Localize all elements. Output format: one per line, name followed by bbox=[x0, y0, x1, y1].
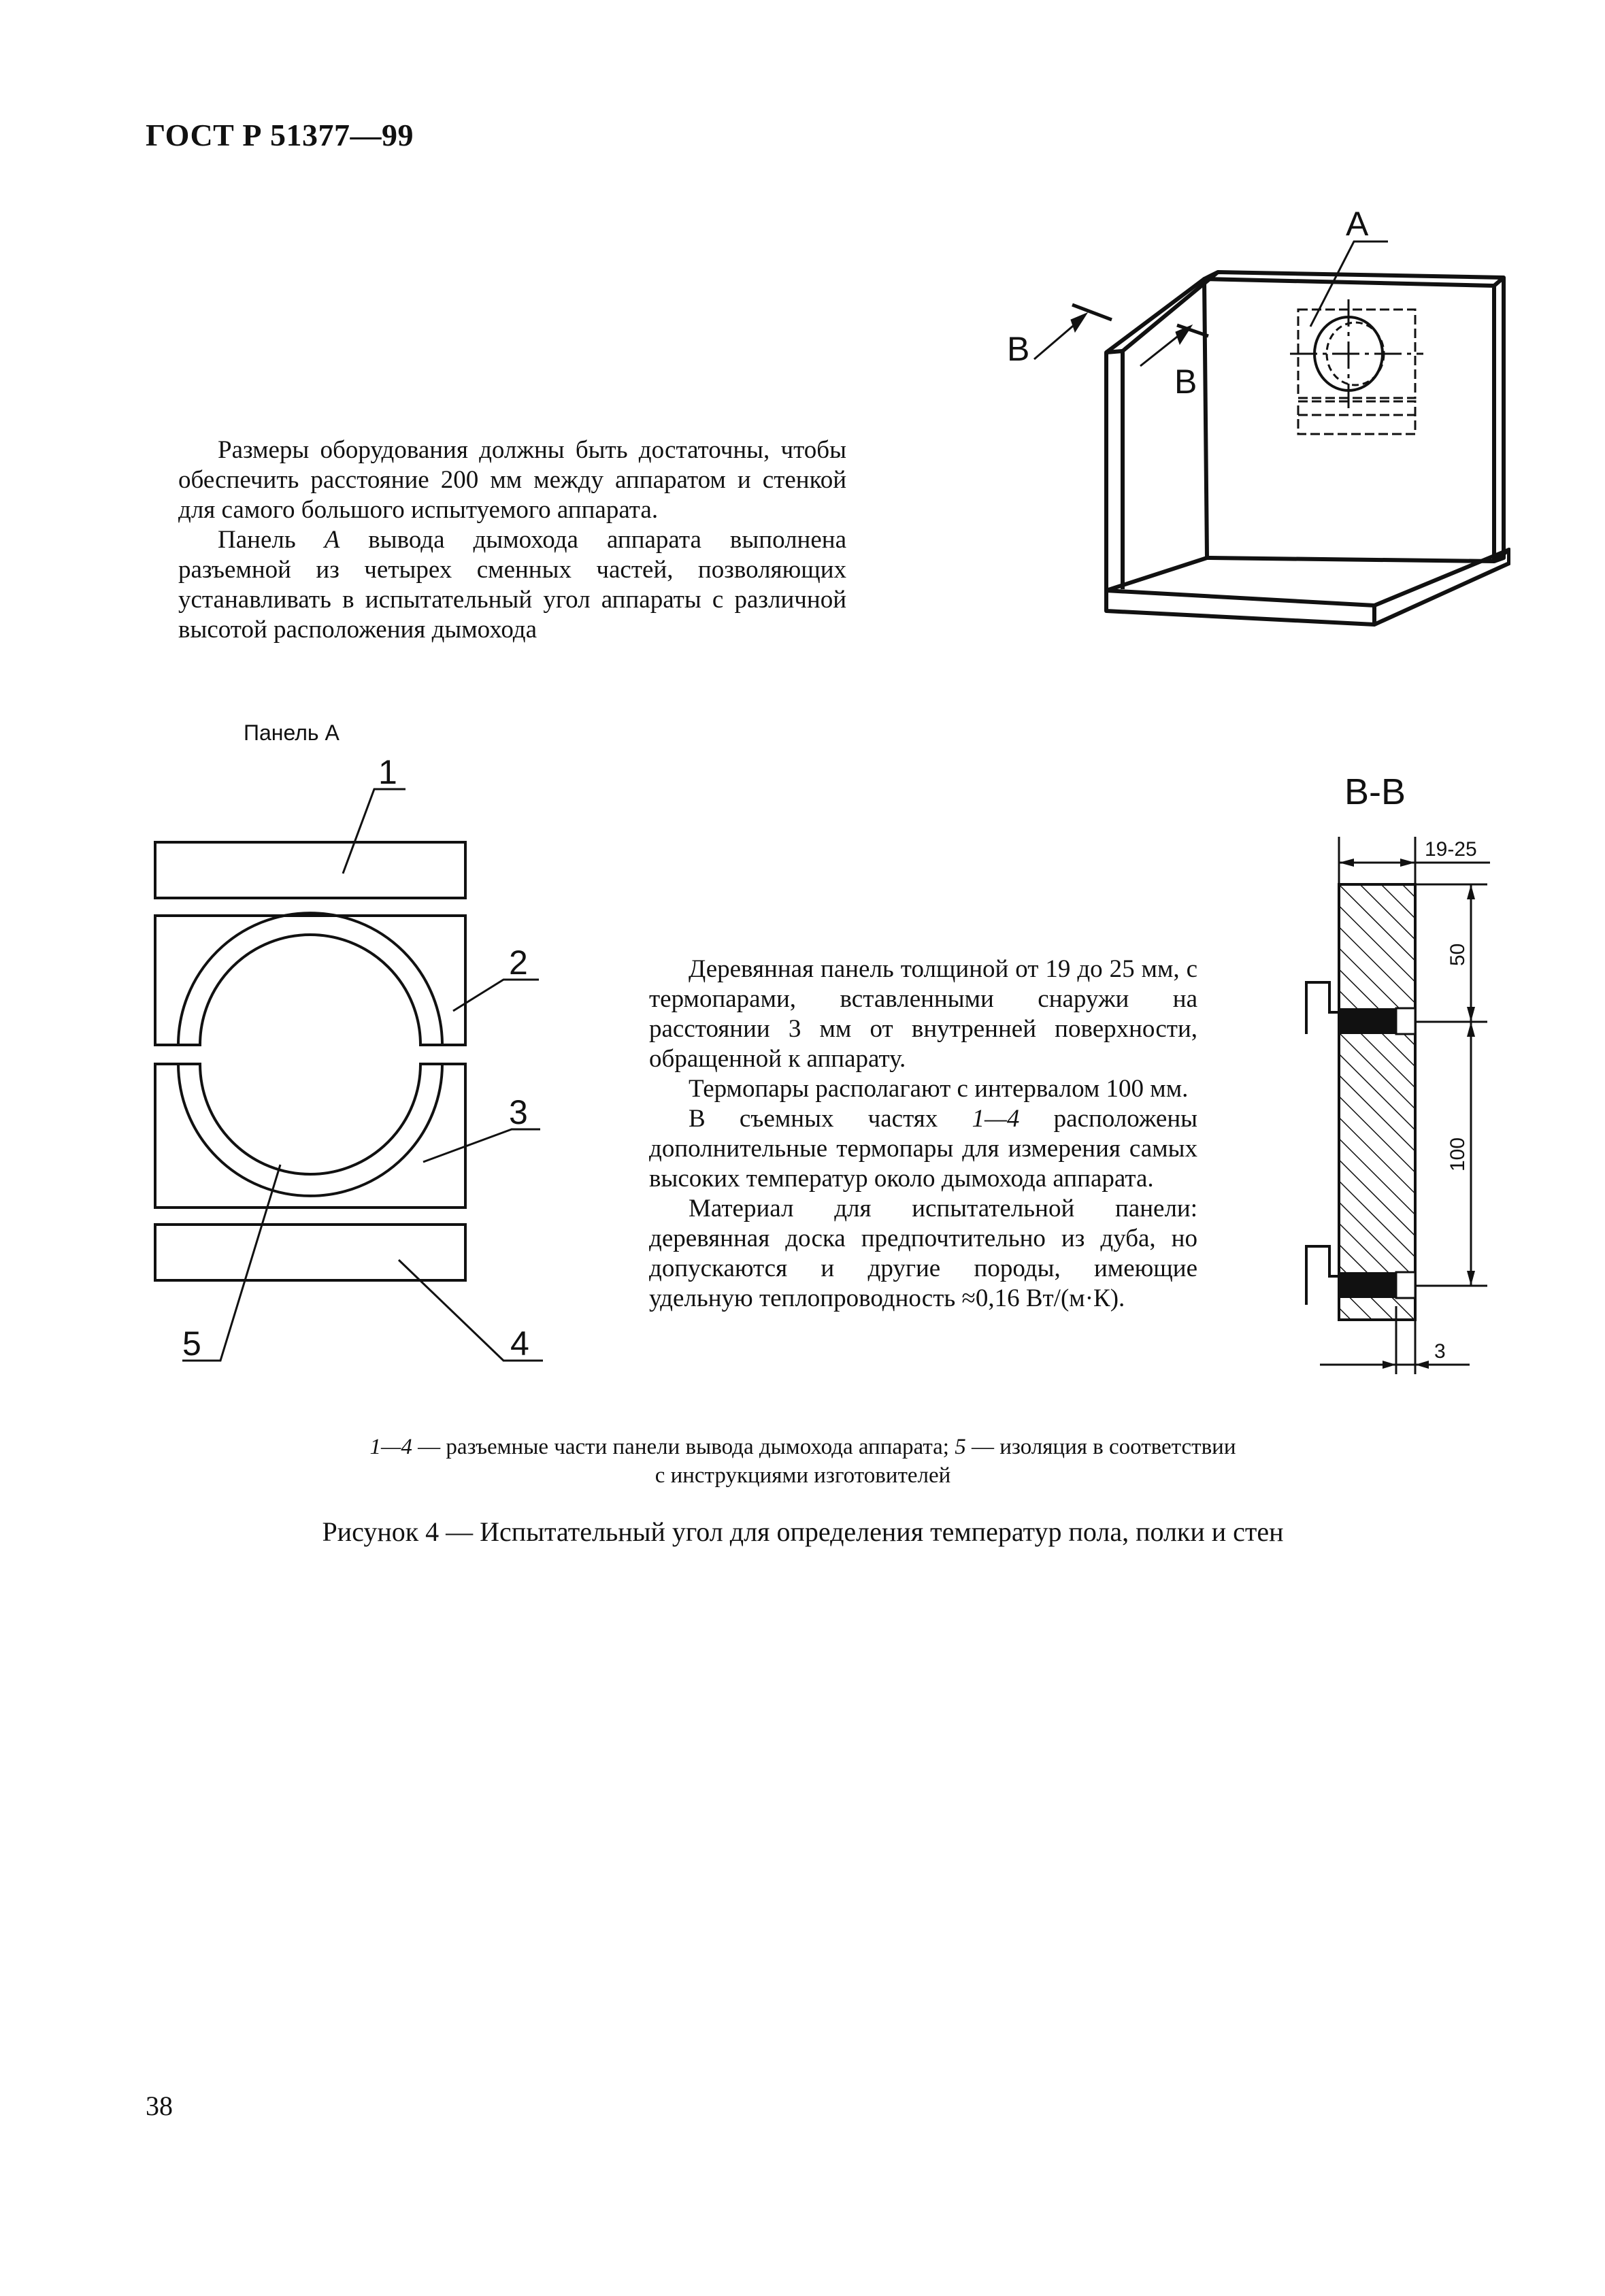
section-bb-figure bbox=[1279, 762, 1497, 1388]
parts-range: 1—4 bbox=[972, 1105, 1020, 1133]
dim-insertion-depth: 3 bbox=[1434, 1340, 1446, 1363]
insulation-ring-upper bbox=[178, 913, 442, 1045]
legend-line-2: с инструкциями изготовителей bbox=[655, 1463, 951, 1488]
info-paragraph-4: Материал для испытательной панели: деревянная доска предпочтительно из дуба, но допускаются и другие породы, имеющие удельную теплопроводность ≈0,16 Вт/(м·К). bbox=[649, 1195, 1197, 1312]
intro-text bbox=[178, 435, 846, 645]
dim-thermocouple-spacing: 100 bbox=[1446, 1137, 1469, 1171]
callout-5: 5 bbox=[182, 1325, 201, 1363]
legend-parts-range: 1—4 bbox=[369, 1435, 412, 1459]
part-4 bbox=[155, 1225, 465, 1280]
part-2 bbox=[155, 916, 465, 1045]
part-3 bbox=[155, 1064, 465, 1208]
wooden-board bbox=[1339, 884, 1415, 1320]
label-a: А bbox=[1346, 205, 1369, 243]
panel-a-figure bbox=[136, 708, 572, 1374]
info-p3-end: расположены дополнительные термопары для измерения самых высоких температур около дымохода аппарата. bbox=[649, 1105, 1198, 1193]
dim-top-spacing: 50 bbox=[1446, 943, 1469, 966]
section-marker-right bbox=[1140, 325, 1208, 366]
panel-description bbox=[649, 954, 1197, 1314]
axis-lines bbox=[1290, 299, 1423, 408]
page-number: 38 bbox=[146, 2091, 173, 2121]
legend-insulation-number: 5 bbox=[955, 1435, 966, 1459]
panel-a-title: Панель А bbox=[244, 720, 340, 745]
figure-legend bbox=[272, 1433, 1334, 1490]
legend-parts-text: — разъемные части панели вывода дымохода аппарата; bbox=[412, 1435, 955, 1459]
section-marker-left bbox=[1034, 305, 1112, 359]
figure-caption: Рисунок 4 — Испытательный угол для определения температур пола, полки и стен bbox=[322, 1516, 1284, 1547]
callout-1: 1 bbox=[378, 753, 397, 791]
callout-1-leader bbox=[343, 789, 406, 874]
legend-insulation-text: — изоляция в соответствии bbox=[965, 1435, 1236, 1459]
intro-paragraph-2 bbox=[178, 525, 846, 645]
panel-letter-a: А bbox=[324, 526, 340, 554]
dim-thickness: 19-25 bbox=[1425, 838, 1477, 861]
info-paragraph-1: Деревянная панель толщиной от 19 до 25 мм, с термопарами, вставленными снаружи на расстоянии 3 мм от внутренней поверхности, обращенной к аппарату. bbox=[649, 955, 1197, 1073]
intro-p2-end: вывода дымохода аппарата выполнена разъемной из четырех сменных частей, позволяющих устанавливать в испытательный угол аппараты с различной высотой расположения дымохода bbox=[178, 526, 846, 644]
info-p3-start: В съемных частях bbox=[689, 1105, 972, 1133]
info-paragraph-2: Термопары располагают с интервалом 100 мм. bbox=[689, 1075, 1189, 1103]
section-title: В-В bbox=[1344, 771, 1406, 812]
intro-paragraph-1: Размеры оборудования должны быть достаточны, чтобы обеспечить расстояние 200 мм между аппаратом и стенкой для самого большого испытуемого аппарата. bbox=[178, 436, 846, 524]
document-header: ГОСТ Р 51377—99 bbox=[146, 118, 414, 152]
side-wall-edge bbox=[1106, 351, 1123, 589]
label-b-right: В bbox=[1174, 363, 1197, 401]
callout-3-leader bbox=[423, 1129, 540, 1162]
legend-line-1 bbox=[272, 1433, 1334, 1461]
callout-4: 4 bbox=[510, 1325, 529, 1363]
insulation-ring-lower bbox=[178, 1064, 442, 1196]
info-paragraph-3 bbox=[649, 1104, 1197, 1194]
intro-p2-start: Панель bbox=[218, 526, 325, 554]
test-corner-figure bbox=[1007, 190, 1510, 639]
panel-a bbox=[1298, 310, 1415, 434]
label-b-left: В bbox=[1007, 330, 1030, 368]
callout-3: 3 bbox=[509, 1093, 528, 1131]
part-1 bbox=[155, 842, 465, 898]
callout-2: 2 bbox=[509, 944, 528, 982]
